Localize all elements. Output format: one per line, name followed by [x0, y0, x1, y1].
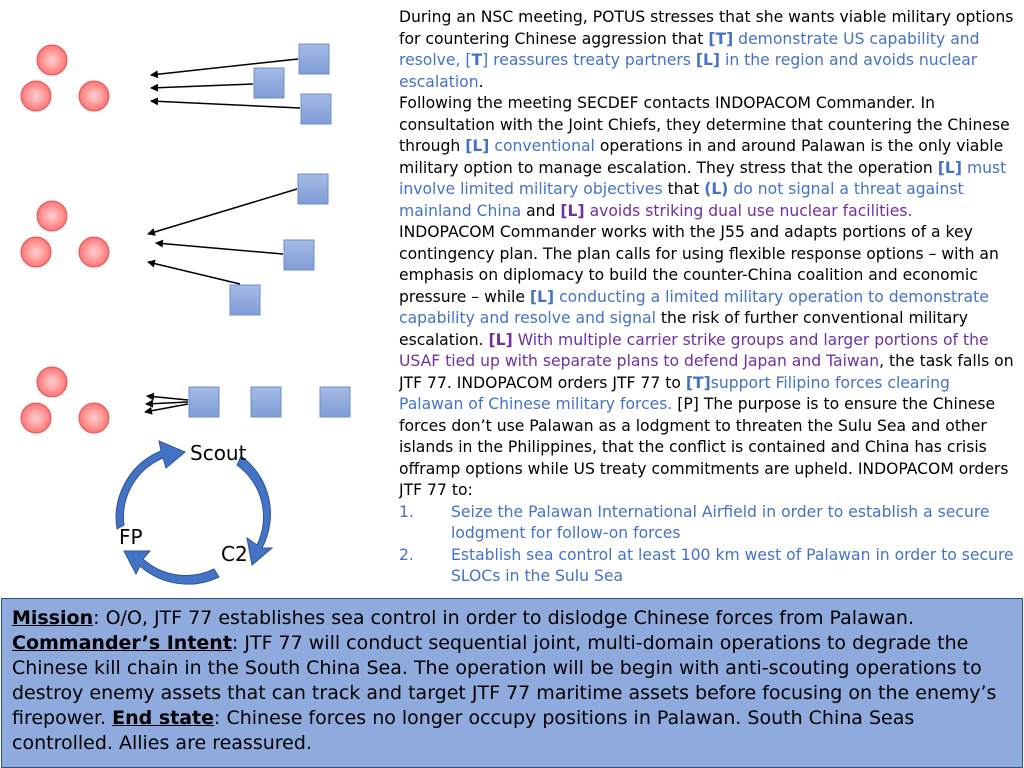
friendly-unit-square — [320, 387, 350, 417]
end-state-text: : Chinese forces no longer occupy positions in Palawan. South China Seas controlled. Allies are reassured. — [12, 707, 915, 754]
enemy-unit-circle — [79, 403, 109, 433]
enemy-unit-circle — [37, 45, 67, 75]
enemy-group-1 — [21, 45, 109, 111]
friendly-unit-square — [298, 174, 328, 204]
cycle-label-c2: C2 — [221, 542, 248, 566]
friendly-unit-square — [284, 240, 314, 270]
cycle-label-scout: Scout — [190, 441, 247, 465]
scenario-paragraph-3: INDOPACOM Commander works with the J55 and adapts portions of a key contingency plan. The plan calls for using flexible response options – with an emphasis on diplomacy to build the counter-China coalition and economic pressure – while [L] conducting a limited military operation to demonstrate capability and resolve and signal the risk of further conventional military escalation. [L] With multiple carrier strike groups and larger portions of the USAF tied up with separate plans to defend Japan and Taiwan, the task falls on JTF 77. INDOPACOM orders JTF 77 to [T]support Filipino forces clearing Palawan of Chinese military forces. [P] The purpose is to ensure the Chinese forces don’t use Palawan as a lodgment to threaten the Sulu Sea and other islands in the Philippines, that the conflict is contained and China has crisis offramp options while US treaty commitments are upheld. INDOPACOM orders JTF 77 to: — [399, 223, 1014, 499]
attack-arrows-2 — [148, 189, 297, 284]
end-state-label: End state — [112, 707, 215, 729]
enemy-unit-circle — [79, 237, 109, 267]
enemy-unit-circle — [79, 81, 109, 111]
friendly-unit-square — [299, 44, 329, 74]
scenario-paragraph-2: Following the meeting SECDEF contacts INDOPACOM Commander. In consultation with the Joint Chiefs, they determine that countering the Chinese through [L] conventional operations in and around Palawan is the only viable military option to manage escalation. They stress that the operation [L] must involve limited military objectives that (L) do not signal a threat against mainland China and [L] avoids striking dual use nuclear facilities. — [399, 94, 1010, 220]
commanders-intent-text: : JTF 77 will conduct sequential joint, multi-domain operations to degrade the Chinese kill chain in the South China Sea. The operation will be begin with anti-scouting operations to destroy enemy assets that can track and target JTF 77 maritime assets before focusing on the enemy’s firepower. — [12, 632, 997, 729]
order-item: 1. Seize the Palawan International Airfield in order to establish a secure lodgment for follow-on forces — [399, 502, 990, 542]
order-item: 2. Establish sea control at least 100 km west of Palawan in order to secure SLOCs in the Sulu Sea — [399, 545, 1014, 585]
cycle-label-fp: FP — [119, 525, 143, 549]
friendly-group-3 — [189, 387, 350, 417]
enemy-unit-circle — [37, 201, 67, 231]
friendly-unit-square — [230, 285, 260, 315]
enemy-unit-circle — [21, 403, 51, 433]
friendly-unit-square — [301, 94, 331, 124]
cycle-arrow-left — [116, 441, 185, 529]
enemy-unit-circle — [21, 237, 51, 267]
scenario-paragraph-1: During an NSC meeting, POTUS stresses that she wants viable military options for countering Chinese aggression that [T] demonstrate US capability and resolve, [T] reassures treaty partners [L] in the region and avoids nuclear escalation. — [399, 8, 1014, 91]
friendly-unit-square — [189, 387, 219, 417]
enemy-group-3 — [21, 367, 109, 433]
commanders-intent-label: Commander’s Intent — [12, 632, 232, 654]
friendly-unit-square — [251, 387, 281, 417]
orders-list — [399, 502, 1019, 588]
friendly-unit-square — [254, 68, 284, 98]
cycle-arrow-bottom — [124, 551, 219, 584]
enemy-unit-circle — [37, 367, 67, 397]
enemy-group-2 — [21, 201, 109, 267]
mission-label: Mission — [12, 607, 94, 629]
mission-text: : O/O, JTF 77 establishes sea control in order to dislodge Chinese forces from Palawan. — [93, 607, 914, 629]
attack-arrows-3 — [145, 396, 188, 412]
scenario-text — [399, 7, 1019, 599]
enemy-unit-circle — [21, 81, 51, 111]
force-diagram — [0, 0, 400, 600]
friendly-group-1 — [254, 44, 331, 124]
mission-statement-box — [1, 598, 1023, 768]
